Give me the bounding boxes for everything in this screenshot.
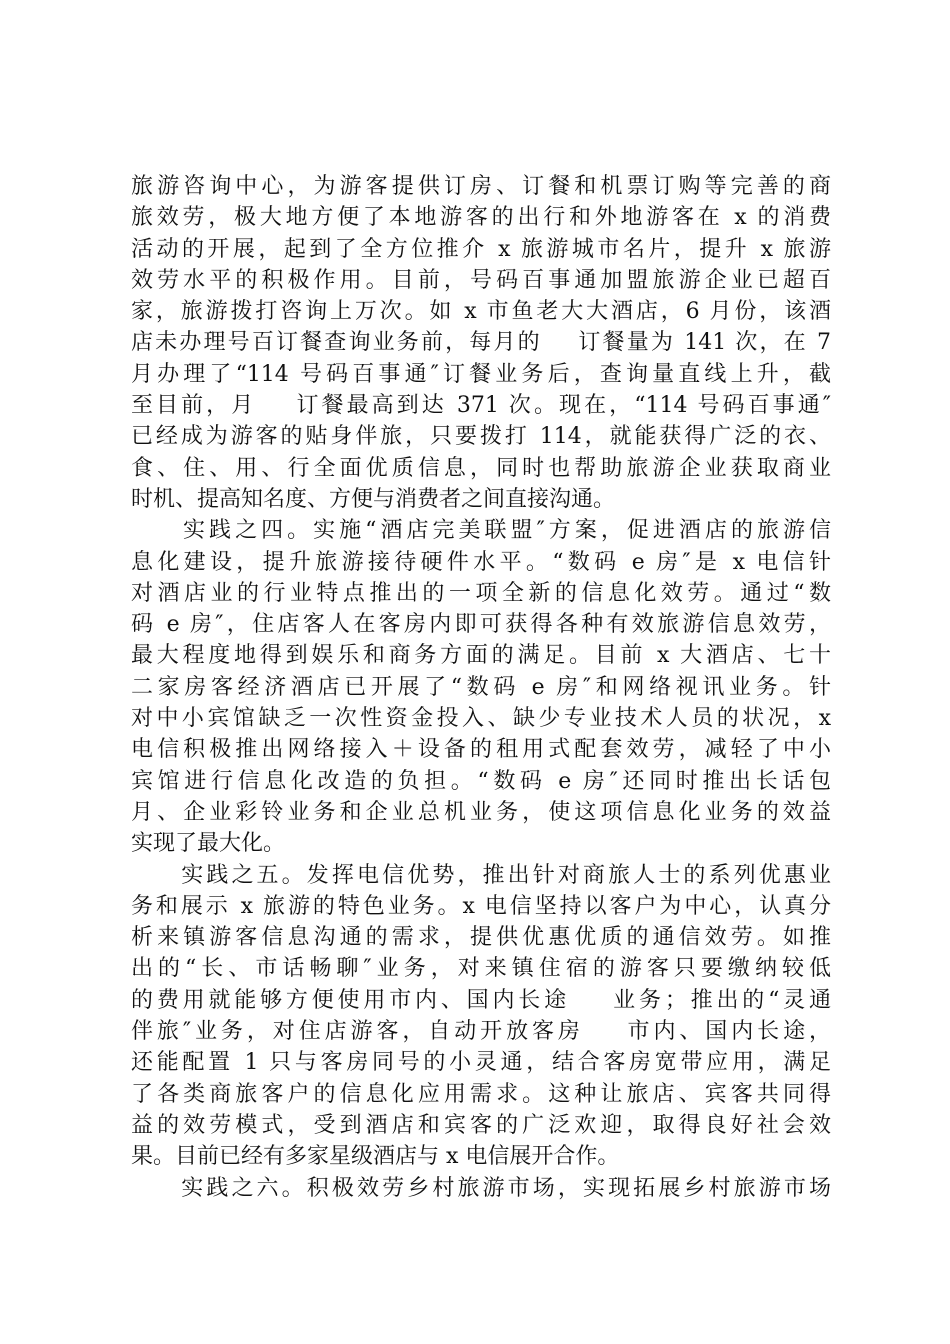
text-line: 实践之六。积极效劳乡村旅游市场，实现拓展乡村旅游市场 (131, 1175, 831, 1201)
text-line: 还能配置 1 只与客房同号的小灵通，结合客房宽带应用，满足 (131, 1050, 831, 1076)
text-line: 务和展示 x 旅游的特色业务。x 电信坚持以客户为中心，认真分 (131, 893, 831, 919)
text-line: 实践之四。实施“酒店完美联盟″方案，促进酒店的旅游信 (131, 518, 831, 544)
text-line: 最大程度地得到娱乐和商务方面的满足。目前 x 大酒店、七十 (131, 643, 831, 669)
text-line: 码 e 房″，住店客人在客房内即可获得各种有效旅游信息效劳， (131, 612, 831, 638)
text-line: 出的“长、市话畅聊″业务，对来镇住宿的游客只要缴纳较低 (131, 956, 831, 982)
text-line: 果。目前已经有多家星级酒店与 x 电信展开合作。 (131, 1144, 620, 1170)
text-line: 旅游咨询中心，为游客提供订房、订餐和机票订购等完善的商 (131, 174, 831, 199)
text-line: 月、企业彩铃业务和企业总机业务，使这项信息化业务的效益 (131, 799, 831, 825)
text-line: 时机、提高知名度、方便与消费者之间直接沟通。 (131, 486, 616, 512)
text-line: 月办理了“114 号码百事通″订餐业务后，查询量直线上升，截 (131, 361, 831, 387)
text-line: 二家房客经济酒店已开展了“数码 e 房″和网络视讯业务。针 (131, 674, 831, 700)
text-line: 店未办理号百订餐查询业务前，每月的 订餐量为 141 次，在 7 (131, 330, 831, 356)
text-line: 家，旅游拨打咨询上万次。如 x 市鱼老大大酒店，6 月份，该酒 (131, 299, 831, 325)
text-line: 食、住、用、行全面优质信息，同时也帮助旅游企业获取商业 (131, 455, 831, 481)
text-line: 对中小宾馆缺乏一次性资金投入、缺少专业技术人员的状况，x (131, 706, 831, 732)
text-line: 效劳水平的积极作用。目前，号码百事通加盟旅游企业已超百 (131, 267, 831, 293)
text-line: 了各类商旅客户的信息化应用需求。这种让旅店、宾客共同得 (131, 1081, 831, 1107)
text-line: 对酒店业的行业特点推出的一项全新的信息化效劳。通过“数 (131, 580, 831, 606)
text-line: 实现了最大化。 (131, 831, 286, 857)
text-line: 电信积极推出网络接入＋设备的租用式配套效劳，减轻了中小 (131, 737, 831, 763)
text-line: 益的效劳模式，受到酒店和宾客的广泛欢迎，取得良好社会效 (131, 1112, 831, 1138)
text-line: 活动的开展，起到了全方位推介 x 旅游城市名片，提升 x 旅游 (131, 236, 831, 262)
text-line: 旅效劳，极大地方便了本地游客的出行和外地游客在 x 的消费 (131, 205, 831, 231)
text-line: 实践之五。发挥电信优势，推出针对商旅人士的系列优惠业 (131, 862, 831, 888)
text-line: 息化建设，提升旅游接待硬件水平。“数码 e 房″是 x 电信针 (131, 549, 831, 575)
text-line: 伴旅″业务，对住店游客，自动开放客房 市内、国内长途， (131, 1019, 831, 1045)
text-line: 至目前，月 订餐最高到达 371 次。现在，“114 号码百事通″ (131, 393, 831, 419)
text-line: 已经成为游客的贴身伴旅，只要拨打 114，就能获得广泛的衣、 (131, 424, 831, 450)
text-line: 的费用就能够方便使用市内、国内长途 业务；推出的“灵通 (131, 987, 831, 1013)
text-line: 宾馆进行信息化改造的负担。“数码 e 房″还同时推出长话包 (131, 768, 831, 794)
text-line: 析来镇游客信息沟通的需求，提供优惠优质的通信效劳。如推 (131, 925, 831, 951)
body-text (131, 171, 831, 1204)
